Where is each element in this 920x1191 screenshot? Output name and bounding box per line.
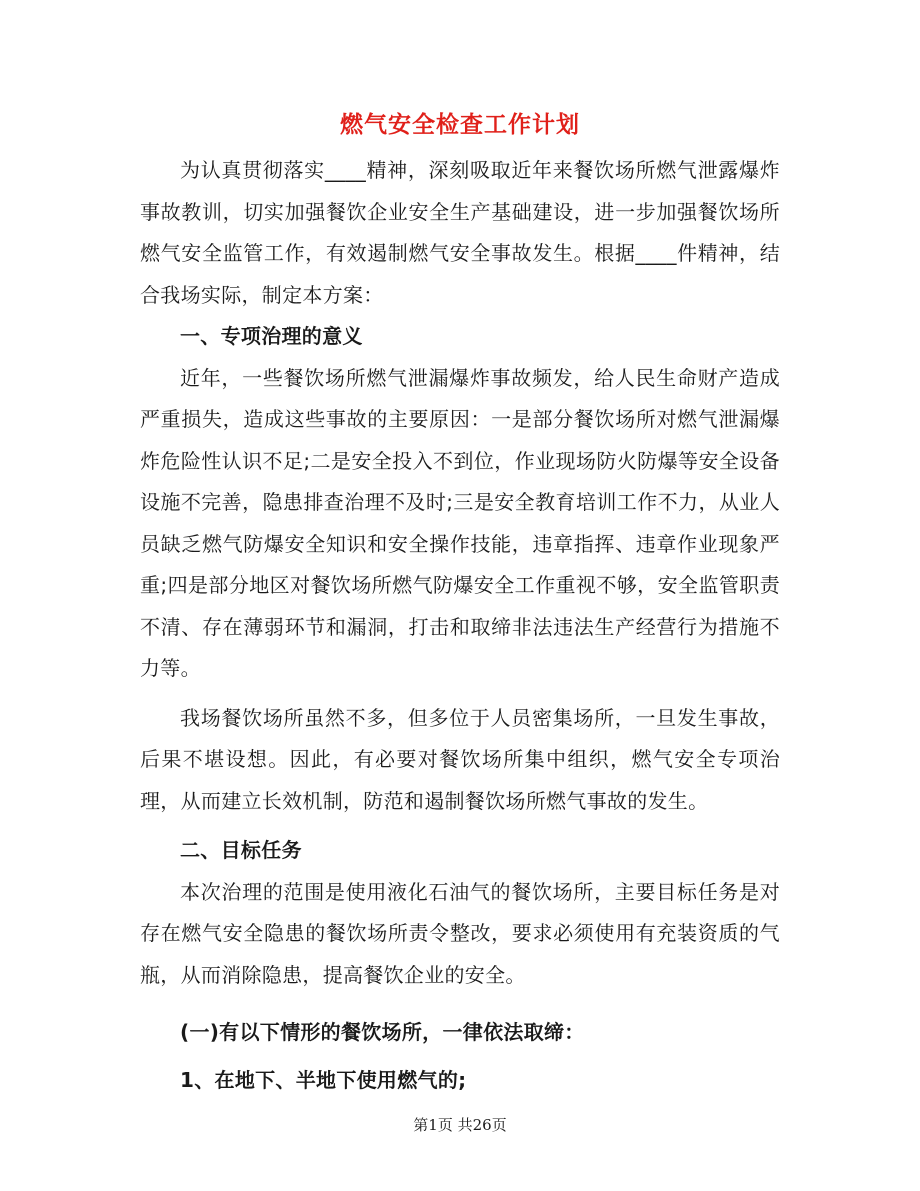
document-body [140,150,780,1104]
section-heading-significance: 一、专项治理的意义 [180,324,363,348]
section-heading-targets: 二、目标任务 [180,838,302,862]
page-footer: 第1页 共26页 [413,1116,507,1134]
intro-paragraph: 为认真贯彻落实____精神，深刻吸取近年来餐饮场所燃气泄露爆炸事故教训，切实加强餐饮企业安全生产基础建设，进一步加强餐饮场所燃气安全监管工作，有效遏制燃气安全事故发生。根据____件精神，结合我场实际，制定本方案： [140,158,780,307]
sub-heading-banned-cases: (一)有以下情形的餐饮场所，一律依法取缔： [180,1020,585,1044]
list-item-underground: 1、在地下、半地下使用燃气的; [180,1068,467,1092]
document-title: 燃气安全检查工作计划 [340,112,580,138]
section1-paragraph-1: 近年，一些餐饮场所燃气泄漏爆炸事故频发，给人民生命财产造成严重损失，造成这些事故的主要原因：一是部分餐饮场所对燃气泄漏爆炸危险性认识不足;二是安全投入不到位，作业现场防火防爆等安全设备设施不完善，隐患排查治理不及时;三是安全教育培训工作不力，从业人员缺乏燃气防爆安全知识和安全操作技能，违章指挥、违章作业现象严重;四是部分地区对餐饮场所燃气防爆安全工作重视不够，安全监管职责不清、存在薄弱环节和漏洞，打击和取缔非法违法生产经营行为措施不力等。 [140,365,780,680]
section1-paragraph-2: 我场餐饮场所虽然不多，但多位于人员密集场所，一旦发生事故，后果不堪设想。因此，有必要对餐饮场所集中组织，燃气安全专项治理，从而建立长效机制，防范和遏制餐饮场所燃气事故的发生。 [140,705,780,813]
section2-paragraph-1: 本次治理的范围是使用液化石油气的餐饮场所，主要目标任务是对存在燃气安全隐患的餐饮场所责令整改，要求必须使用有充装资质的气瓶，从而消除隐患，提高餐饮企业的安全。 [140,879,780,987]
